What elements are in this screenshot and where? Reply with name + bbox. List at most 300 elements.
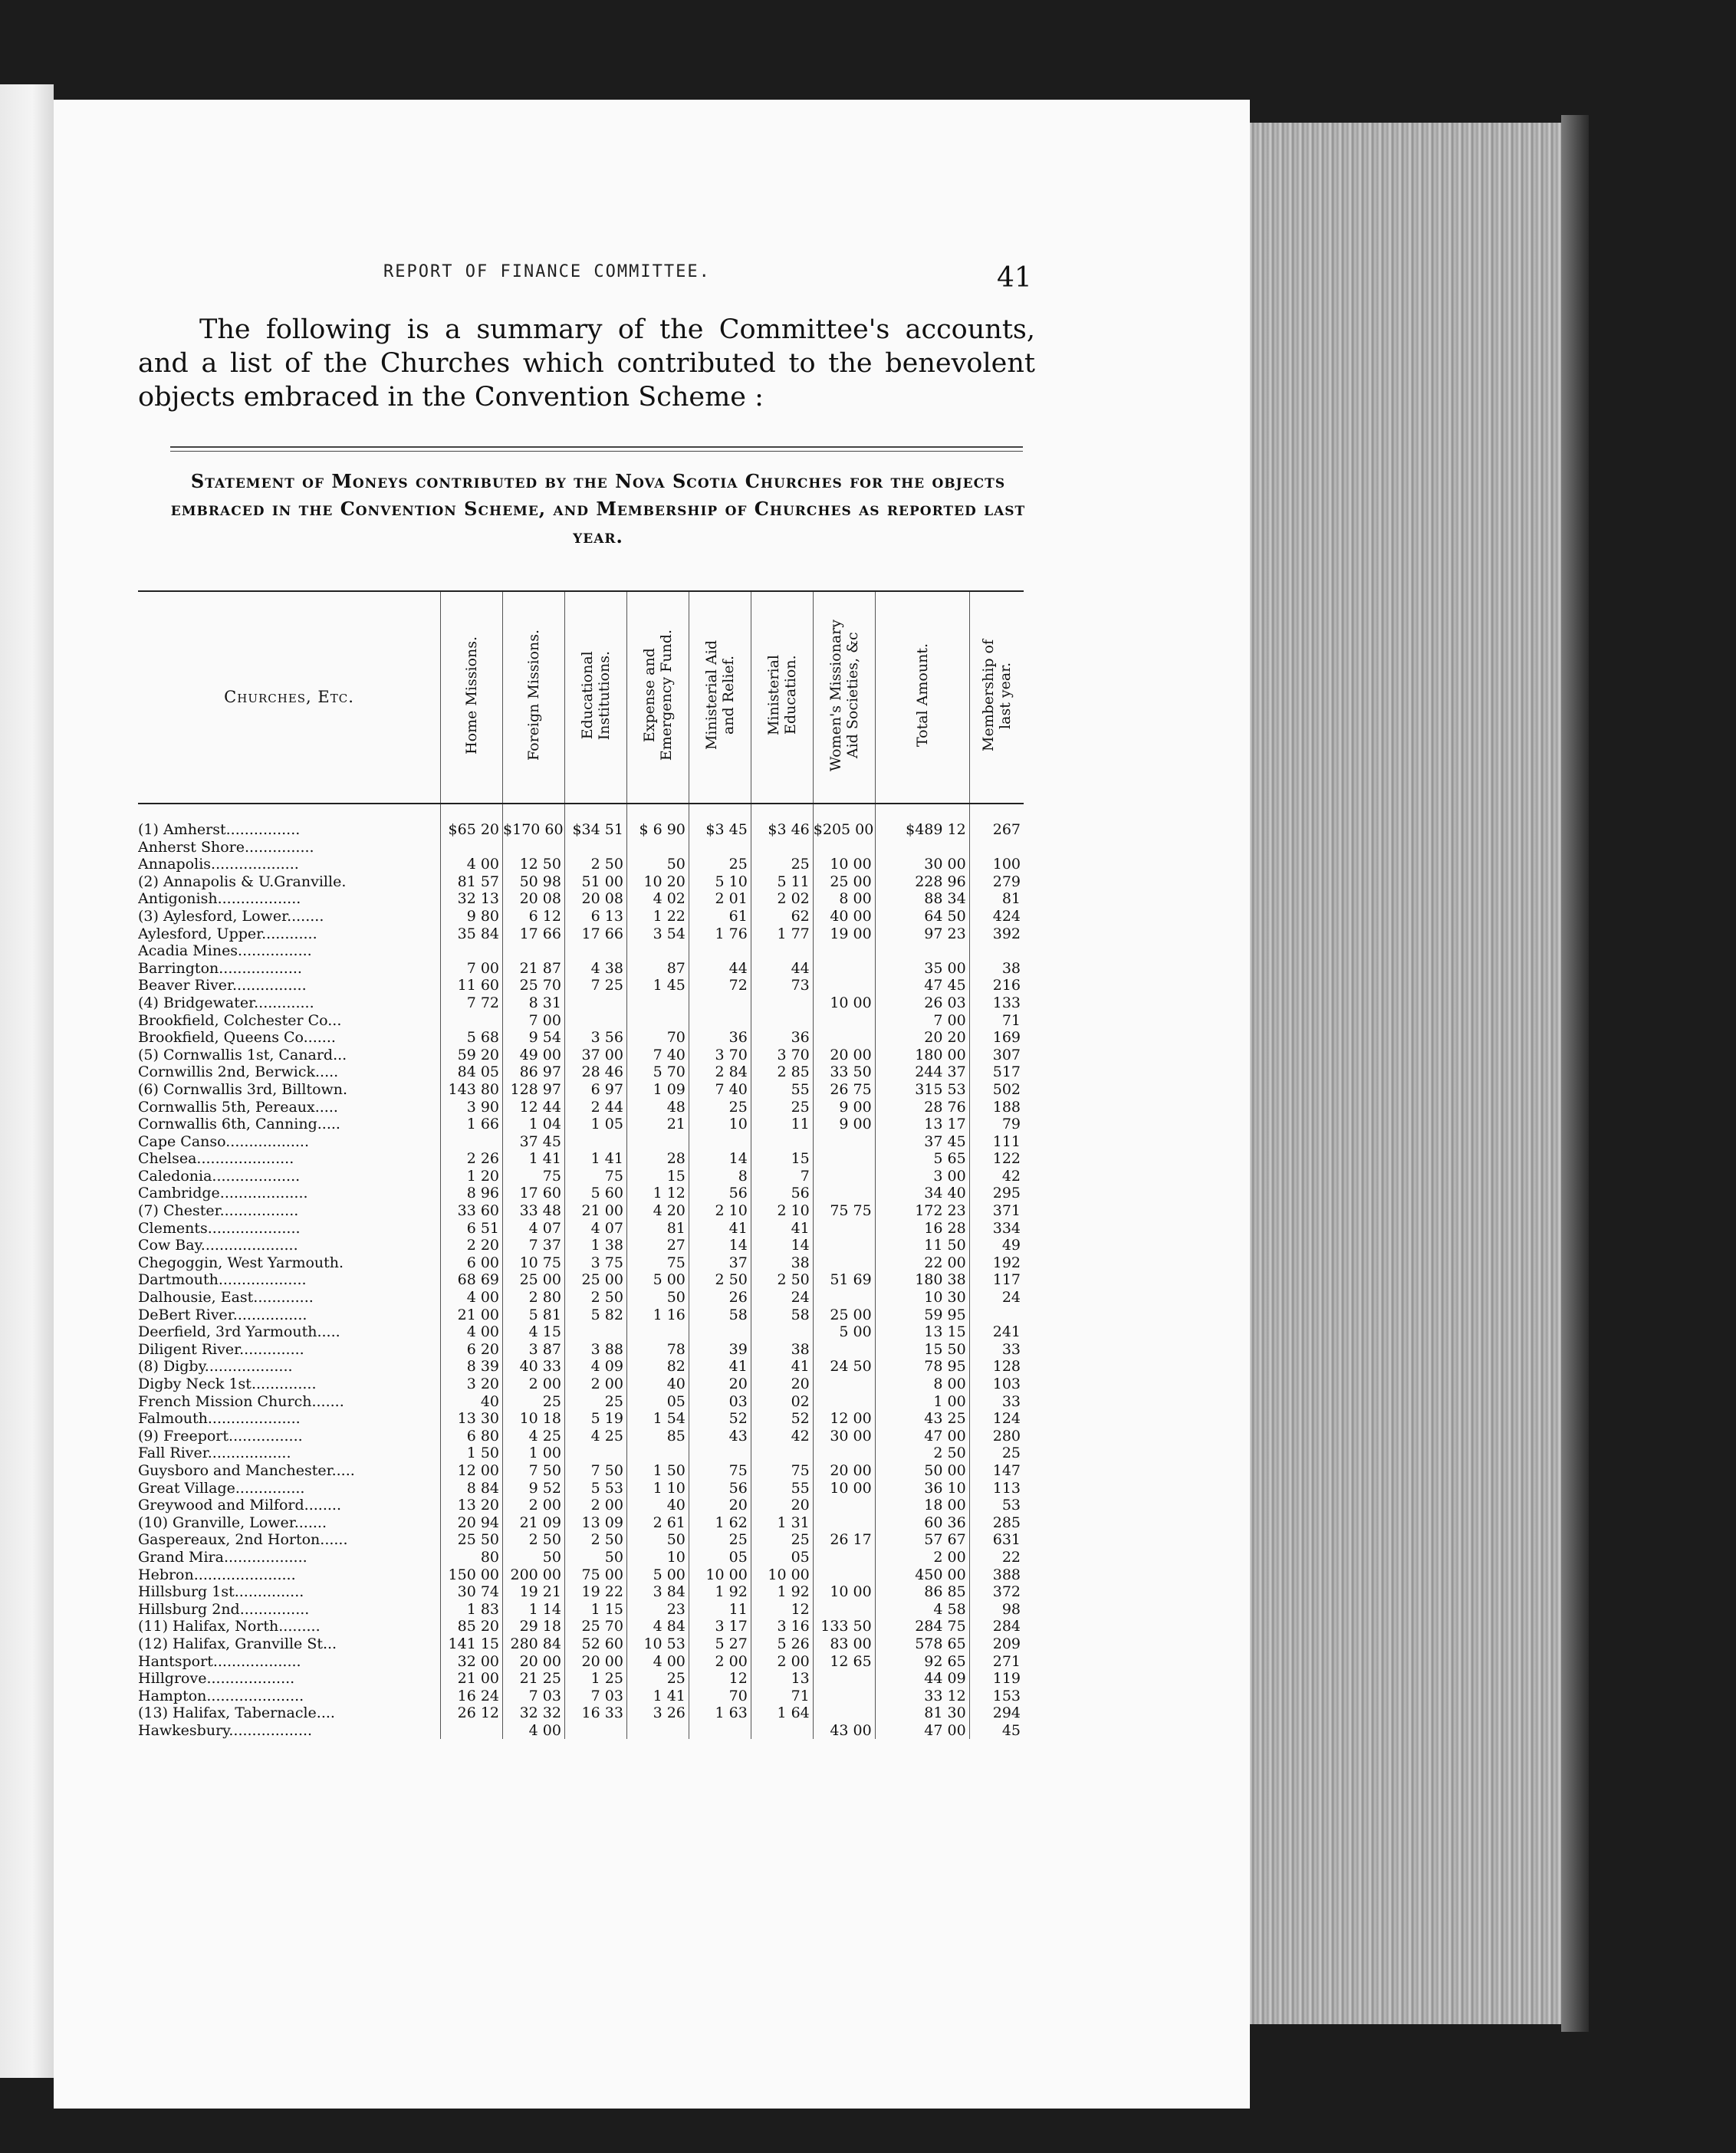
membership-cell: 124 <box>969 1410 1024 1428</box>
membership-cell: 392 <box>969 925 1024 943</box>
foreign-missions-cell: 4 25 <box>503 1428 565 1445</box>
home-missions-cell: 4 00 <box>441 1323 503 1341</box>
home-missions-cell: 30 74 <box>441 1583 503 1601</box>
foreign-missions-cell: 2 00 <box>503 1376 565 1393</box>
membership-cell: 53 <box>969 1497 1024 1514</box>
educational-cell: 75 00 <box>564 1566 626 1584</box>
table-row <box>138 1531 1024 1549</box>
ministerial-education-cell: 05 <box>751 1549 813 1566</box>
total-amount-cell: 578 65 <box>875 1635 969 1653</box>
total-amount-cell: 228 96 <box>875 873 969 891</box>
womens-missionary-cell <box>813 1549 875 1566</box>
ministerial-aid-cell: $3 45 <box>689 804 751 839</box>
womens-missionary-cell <box>813 1029 875 1047</box>
ministerial-aid-cell <box>689 1133 751 1151</box>
womens-missionary-cell: 51 69 <box>813 1271 875 1289</box>
ministerial-education-cell: 10 00 <box>751 1566 813 1584</box>
home-missions-cell: 1 66 <box>441 1116 503 1133</box>
home-missions-cell <box>441 1722 503 1740</box>
home-missions-cell: 25 50 <box>441 1531 503 1549</box>
expense-fund-cell: 5 00 <box>626 1271 689 1289</box>
membership-cell: 117 <box>969 1271 1024 1289</box>
womens-missionary-cell: 12 00 <box>813 1410 875 1428</box>
total-amount-cell: 47 45 <box>875 977 969 994</box>
educational-cell: 37 00 <box>564 1047 626 1064</box>
adjacent-page-edge <box>0 84 54 2078</box>
ministerial-education-cell: 73 <box>751 977 813 994</box>
ministerial-education-cell: 2 50 <box>751 1271 813 1289</box>
church-name-cell: Chegoggin, West Yarmouth. <box>138 1254 344 1271</box>
church-name-cell: Hebron...................... <box>138 1566 296 1583</box>
total-amount-cell: 88 34 <box>875 890 969 908</box>
church-name-cell: Hillsburg 1st............... <box>138 1583 304 1601</box>
womens-missionary-cell: 133 50 <box>813 1618 875 1635</box>
educational-cell: 1 25 <box>564 1670 626 1688</box>
church-name-cell: Hillgrove................... <box>138 1670 295 1688</box>
expense-fund-cell: 1 45 <box>626 977 689 994</box>
educational-cell: 20 00 <box>564 1653 626 1671</box>
ministerial-aid-cell: 03 <box>689 1393 751 1411</box>
educational-cell: 51 00 <box>564 873 626 891</box>
expense-fund-cell <box>626 942 689 960</box>
ministerial-aid-cell: 1 76 <box>689 925 751 943</box>
home-missions-cell: 13 20 <box>441 1497 503 1514</box>
educational-cell: 20 08 <box>564 890 626 908</box>
total-amount-cell: 20 20 <box>875 1029 969 1047</box>
church-name-cell: Cornwallis 5th, Pereaux..... <box>138 1098 338 1116</box>
ministerial-aid-cell: 39 <box>689 1341 751 1359</box>
educational-cell <box>564 839 626 856</box>
ministerial-aid-cell: 1 62 <box>689 1514 751 1532</box>
educational-cell: 2 50 <box>564 1289 626 1307</box>
foreign-missions-cell: 5 81 <box>503 1307 565 1324</box>
total-amount-cell: 15 50 <box>875 1341 969 1359</box>
church-name-cell: Dalhousie, East............. <box>138 1289 314 1307</box>
educational-cell: 19 22 <box>564 1583 626 1601</box>
foreign-missions-cell: 50 <box>503 1549 565 1566</box>
expense-fund-cell: 70 <box>626 1029 689 1047</box>
table-row <box>138 925 1024 943</box>
home-missions-cell <box>441 1133 503 1151</box>
expense-fund-cell: 05 <box>626 1393 689 1411</box>
educational-cell: 17 66 <box>564 925 626 943</box>
ministerial-education-cell: 38 <box>751 1341 813 1359</box>
womens-missionary-cell: 33 50 <box>813 1063 875 1081</box>
foreign-missions-cell: 86 97 <box>503 1063 565 1081</box>
ministerial-education-cell: 71 <box>751 1688 813 1705</box>
table-row <box>138 1635 1024 1653</box>
total-amount-cell: 50 00 <box>875 1462 969 1480</box>
foreign-missions-cell: 21 87 <box>503 960 565 978</box>
foreign-missions-cell: 1 41 <box>503 1150 565 1168</box>
home-missions-cell: 7 72 <box>441 994 503 1012</box>
educational-cell: 1 15 <box>564 1601 626 1619</box>
foreign-missions-cell: 4 07 <box>503 1220 565 1238</box>
educational-cell: 25 70 <box>564 1618 626 1635</box>
statement-title: Statement of Moneys contributed by the Nova Scotia Churches for the objects embraced in the Convention Scheme, and Membership of Churches as reported last year. <box>170 470 1026 547</box>
womens-missionary-cell: 19 00 <box>813 925 875 943</box>
home-missions-cell: 7 00 <box>441 960 503 978</box>
foreign-missions-cell: 3 87 <box>503 1341 565 1359</box>
ministerial-education-cell <box>751 1133 813 1151</box>
ministerial-education-cell: 55 <box>751 1480 813 1497</box>
ministerial-education-cell: 25 <box>751 856 813 873</box>
table-row <box>138 1081 1024 1099</box>
foreign-missions-cell: 25 00 <box>503 1271 565 1289</box>
expense-fund-cell: 40 <box>626 1497 689 1514</box>
ministerial-education-cell: 25 <box>751 1531 813 1549</box>
total-amount-cell: 60 36 <box>875 1514 969 1532</box>
ministerial-aid-cell <box>689 1722 751 1740</box>
expense-fund-cell: 40 <box>626 1376 689 1393</box>
expense-fund-cell: 10 20 <box>626 873 689 891</box>
membership-cell: 22 <box>969 1549 1024 1566</box>
expense-fund-cell: 5 00 <box>626 1566 689 1584</box>
foreign-missions-cell <box>503 839 565 856</box>
membership-cell: 153 <box>969 1688 1024 1705</box>
home-missions-cell: 3 20 <box>441 1376 503 1393</box>
womens-missionary-cell <box>813 1289 875 1307</box>
header-expense-fund: Expense and Emergency Fund. <box>626 591 689 804</box>
home-missions-cell: 26 12 <box>441 1704 503 1722</box>
membership-cell: 209 <box>969 1635 1024 1653</box>
expense-fund-cell: 1 16 <box>626 1307 689 1324</box>
church-name-cell: Guysboro and Manchester..... <box>138 1461 355 1479</box>
home-missions-cell: 5 68 <box>441 1029 503 1047</box>
womens-missionary-cell <box>813 1376 875 1393</box>
educational-cell <box>564 994 626 1012</box>
home-missions-cell: 1 20 <box>441 1168 503 1185</box>
expense-fund-cell: 1 10 <box>626 1480 689 1497</box>
membership-cell: 169 <box>969 1029 1024 1047</box>
educational-cell: 6 13 <box>564 908 626 925</box>
educational-cell: 28 46 <box>564 1063 626 1081</box>
ministerial-aid-cell: 56 <box>689 1480 751 1497</box>
foreign-missions-cell: 9 54 <box>503 1029 565 1047</box>
ministerial-aid-cell: 1 63 <box>689 1704 751 1722</box>
womens-missionary-cell: 5 00 <box>813 1323 875 1341</box>
table-row <box>138 1185 1024 1202</box>
ministerial-education-cell: 62 <box>751 908 813 925</box>
womens-missionary-cell: 10 00 <box>813 1583 875 1601</box>
total-amount-cell: 13 17 <box>875 1116 969 1133</box>
ministerial-education-cell: 36 <box>751 1029 813 1047</box>
book-edge-shadow <box>1561 115 1589 2032</box>
expense-fund-cell: 1 12 <box>626 1185 689 1202</box>
church-name-cell: Great Village............... <box>138 1479 305 1497</box>
membership-cell: 241 <box>969 1323 1024 1341</box>
table-row <box>138 1428 1024 1445</box>
table-row <box>138 1670 1024 1688</box>
church-name-cell: Falmouth.................... <box>138 1410 301 1428</box>
foreign-missions-cell: 7 00 <box>503 1012 565 1030</box>
table-row <box>138 1601 1024 1619</box>
church-name-cell: Chelsea..................... <box>138 1150 294 1168</box>
foreign-missions-cell: 20 00 <box>503 1653 565 1671</box>
expense-fund-cell: 2 61 <box>626 1514 689 1532</box>
membership-cell: 79 <box>969 1116 1024 1133</box>
educational-cell: 3 56 <box>564 1029 626 1047</box>
membership-cell: 71 <box>969 1012 1024 1030</box>
home-missions-cell: 8 39 <box>441 1358 503 1376</box>
expense-fund-cell <box>626 1323 689 1341</box>
membership-cell: 294 <box>969 1704 1024 1722</box>
total-amount-cell: 47 00 <box>875 1428 969 1445</box>
ministerial-education-cell: 55 <box>751 1081 813 1099</box>
table-row <box>138 994 1024 1012</box>
ministerial-education-cell: 56 <box>751 1185 813 1202</box>
total-amount-cell: 92 65 <box>875 1653 969 1671</box>
home-missions-cell: 40 <box>441 1393 503 1411</box>
total-amount-cell: 81 30 <box>875 1704 969 1722</box>
expense-fund-cell: 28 <box>626 1150 689 1168</box>
educational-cell: 2 00 <box>564 1497 626 1514</box>
expense-fund-cell: 50 <box>626 856 689 873</box>
womens-missionary-cell <box>813 942 875 960</box>
expense-fund-cell: 85 <box>626 1428 689 1445</box>
membership-cell: 38 <box>969 960 1024 978</box>
church-name-cell: Caledonia................... <box>138 1167 301 1185</box>
ministerial-aid-cell: 14 <box>689 1237 751 1254</box>
womens-missionary-cell <box>813 1133 875 1151</box>
table-row <box>138 1358 1024 1376</box>
womens-missionary-cell: 24 50 <box>813 1358 875 1376</box>
membership-cell: 33 <box>969 1393 1024 1411</box>
total-amount-cell: 34 40 <box>875 1185 969 1202</box>
church-name-cell: Hillsburg 2nd............... <box>138 1600 310 1618</box>
educational-cell <box>564 1722 626 1740</box>
home-missions-cell: 16 24 <box>441 1688 503 1705</box>
ministerial-aid-cell: 41 <box>689 1358 751 1376</box>
membership-cell: 45 <box>969 1722 1024 1740</box>
total-amount-cell: 28 76 <box>875 1099 969 1116</box>
total-amount-cell: 4 58 <box>875 1601 969 1619</box>
educational-cell: 3 88 <box>564 1341 626 1359</box>
intro-paragraph <box>138 313 1035 414</box>
ministerial-education-cell <box>751 839 813 856</box>
membership-cell: 49 <box>969 1237 1024 1254</box>
ministerial-aid-cell: 41 <box>689 1220 751 1238</box>
membership-cell: 284 <box>969 1618 1024 1635</box>
expense-fund-cell: 4 20 <box>626 1202 689 1220</box>
educational-cell: 25 00 <box>564 1271 626 1289</box>
total-amount-cell: 47 00 <box>875 1722 969 1740</box>
home-missions-cell: 143 80 <box>441 1081 503 1099</box>
total-amount-cell: 13 15 <box>875 1323 969 1341</box>
ministerial-education-cell: 44 <box>751 960 813 978</box>
church-name-cell: (2) Annapolis & U.Granville. <box>138 873 347 890</box>
educational-cell: 2 00 <box>564 1376 626 1393</box>
foreign-missions-cell: $170 60 <box>503 804 565 839</box>
ministerial-education-cell: 5 26 <box>751 1635 813 1653</box>
church-name-cell: (8) Digby................... <box>138 1358 293 1376</box>
womens-missionary-cell <box>813 1168 875 1185</box>
church-name-cell: Digby Neck 1st.............. <box>138 1376 317 1392</box>
womens-missionary-cell: 26 17 <box>813 1531 875 1549</box>
ministerial-education-cell <box>751 942 813 960</box>
home-missions-cell: 20 94 <box>441 1514 503 1532</box>
womens-missionary-cell: 20 00 <box>813 1462 875 1480</box>
table-row <box>138 856 1024 873</box>
table-row <box>138 1063 1024 1081</box>
foreign-missions-cell: 1 14 <box>503 1601 565 1619</box>
membership-cell: 103 <box>969 1376 1024 1393</box>
table-row <box>138 839 1024 856</box>
membership-cell: 502 <box>969 1081 1024 1099</box>
table-row <box>138 1133 1024 1151</box>
membership-cell: 285 <box>969 1514 1024 1532</box>
womens-missionary-cell <box>813 1341 875 1359</box>
educational-cell: 2 50 <box>564 856 626 873</box>
table-row <box>138 1722 1024 1740</box>
membership-cell <box>969 839 1024 856</box>
church-name-cell: Brookfield, Colchester Co... <box>138 1011 342 1029</box>
church-name-cell: Barrington.................. <box>138 959 302 977</box>
womens-missionary-cell: 30 00 <box>813 1428 875 1445</box>
membership-cell: 98 <box>969 1601 1024 1619</box>
womens-missionary-cell: $205 00 <box>813 804 875 839</box>
expense-fund-cell: 1 22 <box>626 908 689 925</box>
membership-cell <box>969 942 1024 960</box>
educational-cell: 7 50 <box>564 1462 626 1480</box>
table-row <box>138 1549 1024 1566</box>
total-amount-cell: 43 25 <box>875 1410 969 1428</box>
church-name-cell: (5) Cornwallis 1st, Canard... <box>138 1046 347 1063</box>
womens-missionary-cell: 10 00 <box>813 1480 875 1497</box>
table-row <box>138 1688 1024 1705</box>
foreign-missions-cell: 10 18 <box>503 1410 565 1428</box>
ministerial-aid-cell: 20 <box>689 1376 751 1393</box>
membership-cell: 216 <box>969 977 1024 994</box>
ministerial-education-cell <box>751 1722 813 1740</box>
header-membership: Membership of last year. <box>969 591 1024 804</box>
educational-cell: 75 <box>564 1168 626 1185</box>
total-amount-cell <box>875 839 969 856</box>
church-name-cell: Deerfield, 3rd Yarmouth..... <box>138 1323 340 1341</box>
ministerial-education-cell: 5 11 <box>751 873 813 891</box>
ministerial-education-cell: 20 <box>751 1497 813 1514</box>
foreign-missions-cell: 4 15 <box>503 1323 565 1341</box>
foreign-missions-cell: 280 84 <box>503 1635 565 1653</box>
ministerial-aid-cell <box>689 994 751 1012</box>
foreign-missions-cell: 50 98 <box>503 873 565 891</box>
ministerial-education-cell: 14 <box>751 1237 813 1254</box>
expense-fund-cell: 3 84 <box>626 1583 689 1601</box>
womens-missionary-cell: 8 00 <box>813 890 875 908</box>
church-name-cell: Brookfield, Queens Co....... <box>138 1029 336 1047</box>
expense-fund-cell: 50 <box>626 1531 689 1549</box>
ministerial-aid-cell: 43 <box>689 1428 751 1445</box>
ministerial-aid-cell: 14 <box>689 1150 751 1168</box>
membership-cell: 372 <box>969 1583 1024 1601</box>
church-name-cell: Gaspereaux, 2nd Horton...... <box>138 1531 348 1549</box>
home-missions-cell: 4 00 <box>441 1289 503 1307</box>
header-total-amount: Total Amount. <box>875 591 969 804</box>
church-name-cell: DeBert River................ <box>138 1306 307 1323</box>
educational-cell <box>564 1323 626 1341</box>
expense-fund-cell: 82 <box>626 1358 689 1376</box>
foreign-missions-cell: 128 97 <box>503 1081 565 1099</box>
foreign-missions-cell: 12 50 <box>503 856 565 873</box>
foreign-missions-cell: 1 04 <box>503 1116 565 1133</box>
table-row <box>138 804 1024 839</box>
expense-fund-cell: 15 <box>626 1168 689 1185</box>
expense-fund-cell: 48 <box>626 1099 689 1116</box>
total-amount-cell: 11 50 <box>875 1237 969 1254</box>
expense-fund-cell: 4 84 <box>626 1618 689 1635</box>
womens-missionary-cell: 25 00 <box>813 1307 875 1324</box>
total-amount-cell: 44 09 <box>875 1670 969 1688</box>
membership-cell: 147 <box>969 1462 1024 1480</box>
home-missions-cell: 1 50 <box>441 1445 503 1462</box>
ministerial-education-cell: 13 <box>751 1670 813 1688</box>
home-missions-cell: 4 00 <box>441 856 503 873</box>
womens-missionary-cell <box>813 960 875 978</box>
foreign-missions-cell: 7 50 <box>503 1462 565 1480</box>
home-missions-cell: $65 20 <box>441 804 503 839</box>
womens-missionary-cell <box>813 1670 875 1688</box>
church-name-cell: (9) Freeport................ <box>138 1427 303 1445</box>
womens-missionary-cell: 10 00 <box>813 994 875 1012</box>
ministerial-education-cell: 38 <box>751 1254 813 1272</box>
church-name-cell: (6) Cornwallis 3rd, Billtown. <box>138 1080 348 1098</box>
table-row <box>138 1410 1024 1428</box>
home-missions-cell: 6 51 <box>441 1220 503 1238</box>
ministerial-aid-cell: 37 <box>689 1254 751 1272</box>
ministerial-education-cell: 1 64 <box>751 1704 813 1722</box>
foreign-missions-cell: 37 45 <box>503 1133 565 1151</box>
ministerial-aid-cell: 20 <box>689 1497 751 1514</box>
expense-fund-cell <box>626 1445 689 1462</box>
expense-fund-cell <box>626 994 689 1012</box>
womens-missionary-cell: 10 00 <box>813 856 875 873</box>
ministerial-education-cell: 2 10 <box>751 1202 813 1220</box>
membership-cell: 133 <box>969 994 1024 1012</box>
ministerial-education-cell: 41 <box>751 1220 813 1238</box>
educational-cell: 13 09 <box>564 1514 626 1532</box>
womens-missionary-cell <box>813 1445 875 1462</box>
total-amount-cell: 7 00 <box>875 1012 969 1030</box>
ministerial-aid-cell <box>689 839 751 856</box>
expense-fund-cell <box>626 1722 689 1740</box>
home-missions-cell: 68 69 <box>441 1271 503 1289</box>
ministerial-education-cell <box>751 1323 813 1341</box>
foreign-missions-cell: 40 33 <box>503 1358 565 1376</box>
expense-fund-cell: 1 41 <box>626 1688 689 1705</box>
educational-cell <box>564 1012 626 1030</box>
expense-fund-cell: 1 54 <box>626 1410 689 1428</box>
total-amount-cell: 180 38 <box>875 1271 969 1289</box>
church-name-cell: Cornwallis 6th, Canning..... <box>138 1116 340 1133</box>
table-row <box>138 1653 1024 1671</box>
ministerial-aid-cell: 3 70 <box>689 1047 751 1064</box>
ministerial-education-cell: 41 <box>751 1358 813 1376</box>
educational-cell: 25 <box>564 1393 626 1411</box>
church-name-cell: Beaver River................ <box>138 977 307 994</box>
total-amount-cell: 18 00 <box>875 1497 969 1514</box>
expense-fund-cell: 4 00 <box>626 1653 689 1671</box>
foreign-missions-cell: 29 18 <box>503 1618 565 1635</box>
church-name-cell: Greywood and Milford........ <box>138 1497 341 1514</box>
church-name-cell: Dartmouth................... <box>138 1271 307 1289</box>
ministerial-aid-cell <box>689 942 751 960</box>
church-name-cell: Aylesford, Upper............ <box>138 925 317 942</box>
foreign-missions-cell: 7 03 <box>503 1688 565 1705</box>
table-row <box>138 873 1024 891</box>
foreign-missions-cell <box>503 942 565 960</box>
ministerial-aid-cell: 56 <box>689 1185 751 1202</box>
header-ministerial-education: Ministerial Education. <box>751 591 813 804</box>
